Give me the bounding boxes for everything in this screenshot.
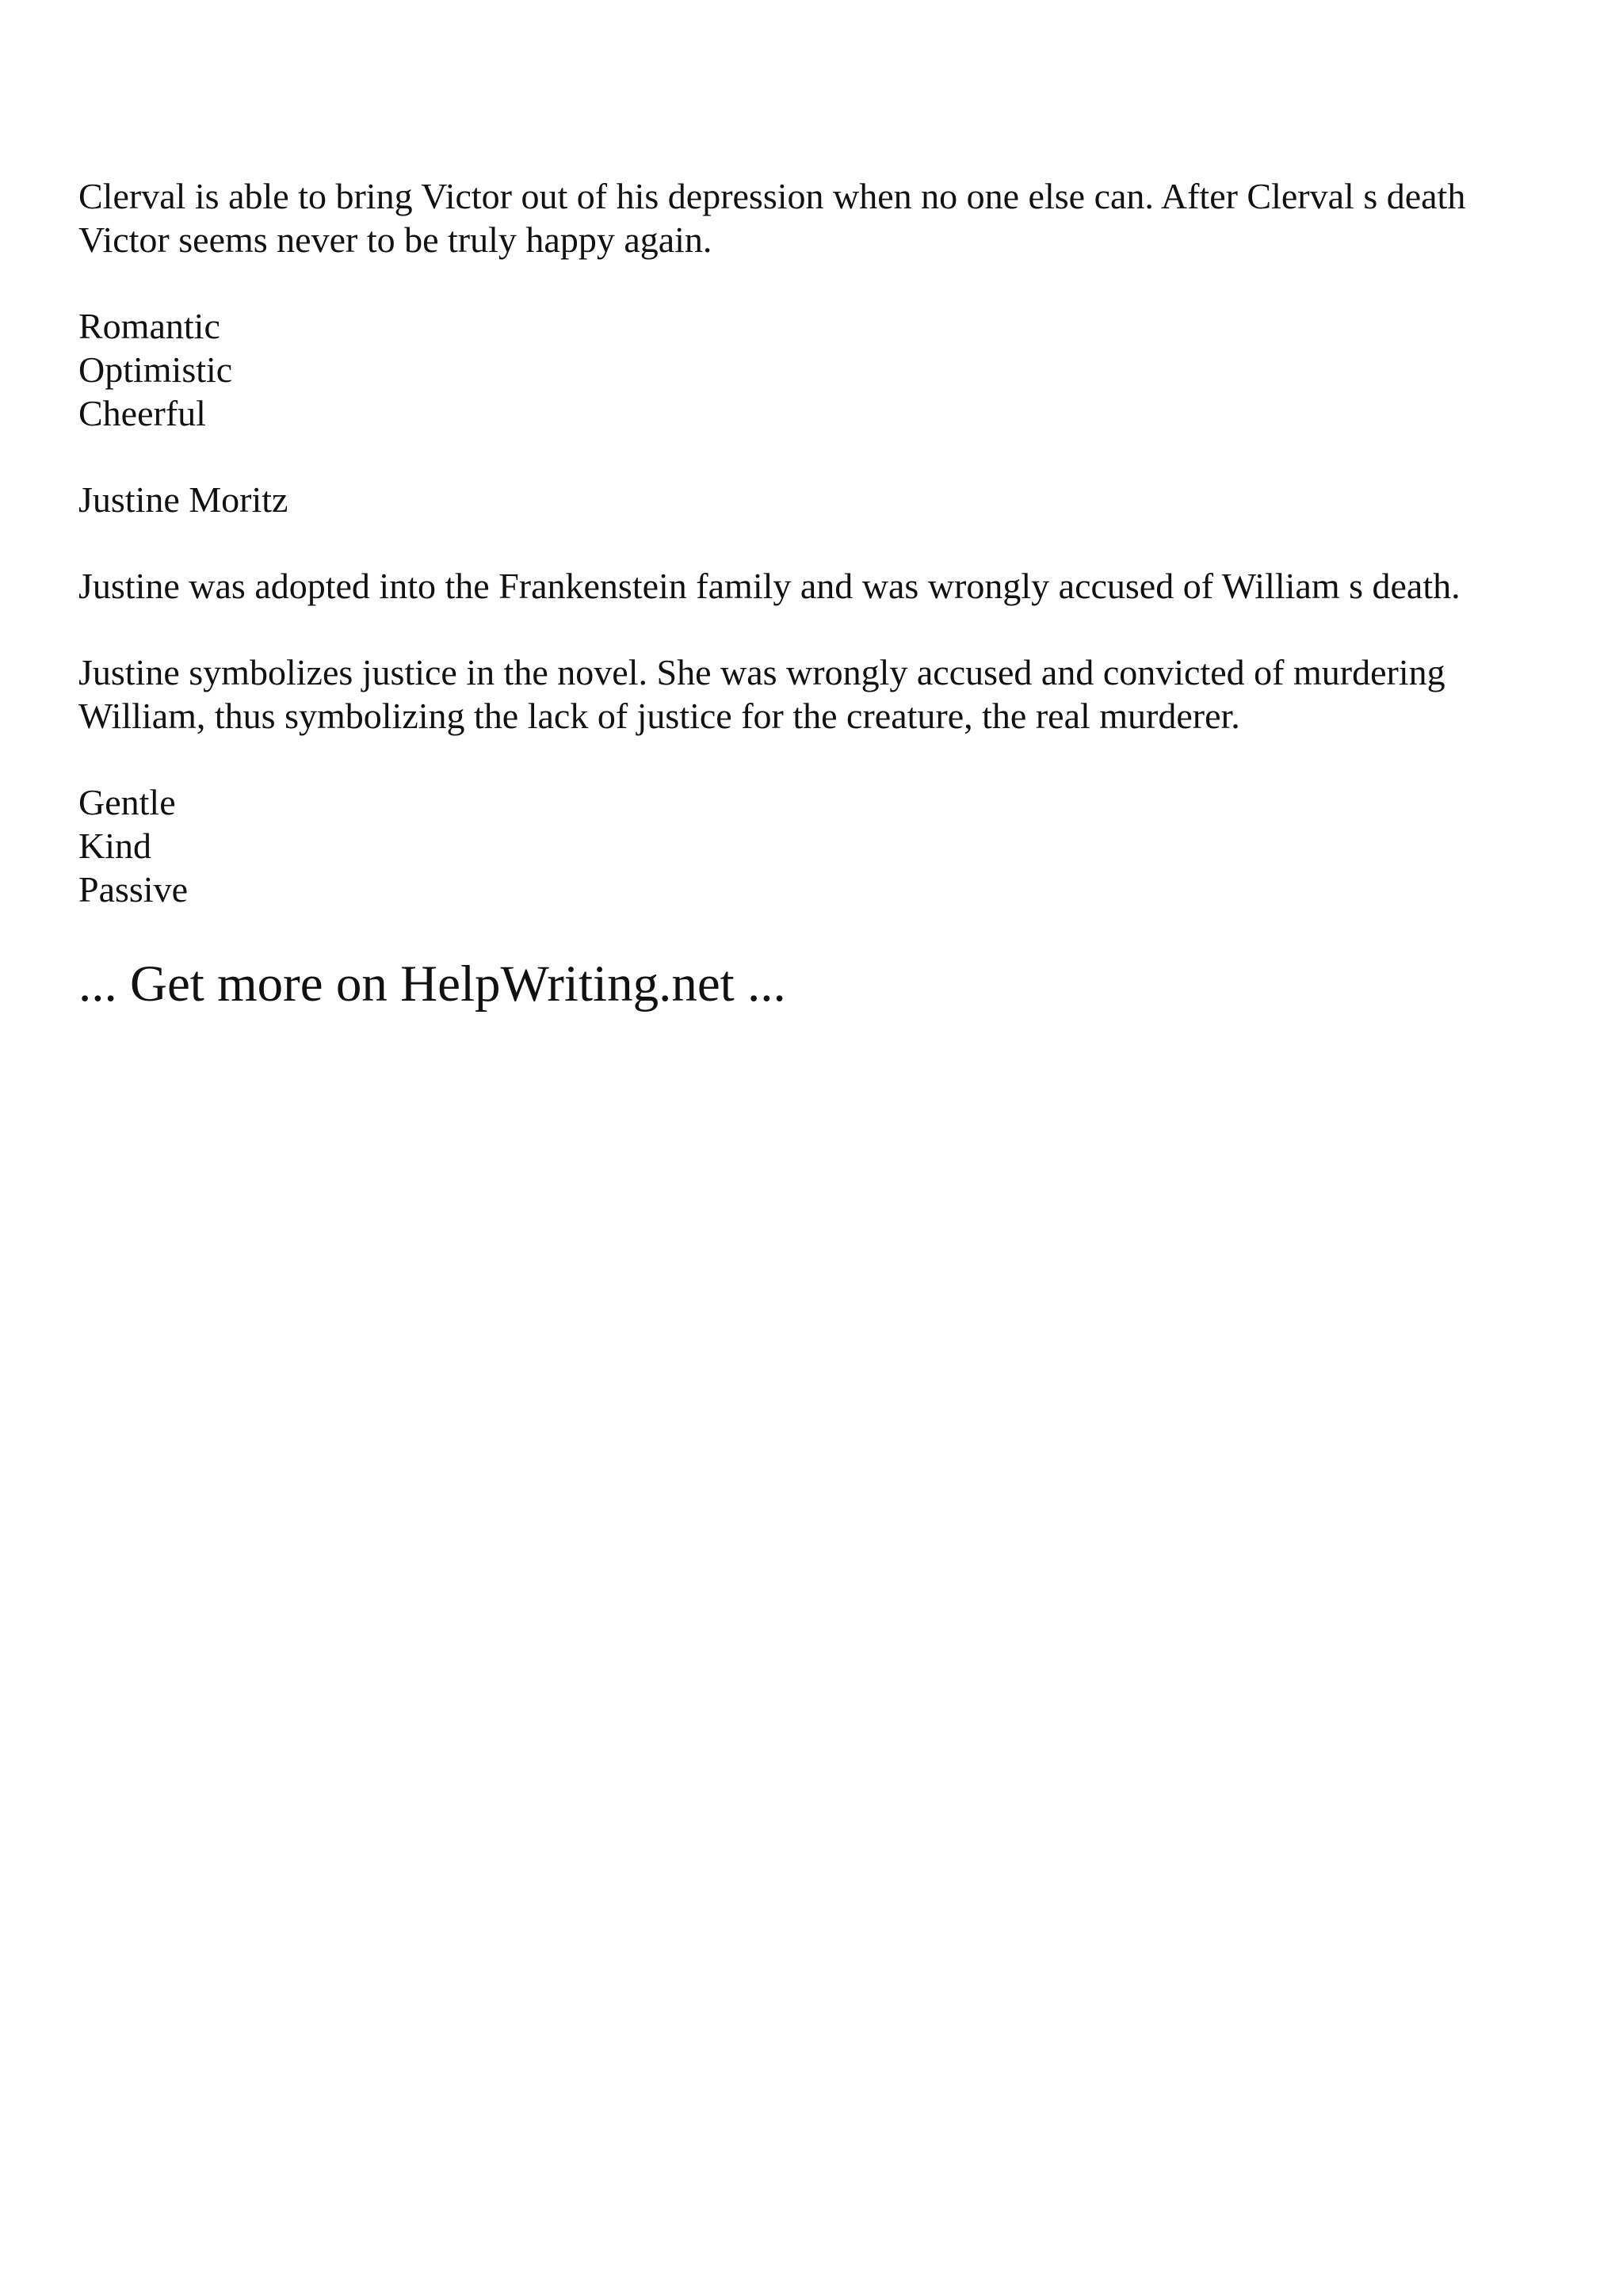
clerval-paragraph: Clerval is able to bring Victor out of his depression when no one else can. After Clerval s death Victor seems never to be truly happy again. [78,176,1466,260]
trait-cheerful: Cheerful [78,393,206,433]
helpwriting-link[interactable]: ... Get more on HelpWriting.net ... [78,955,786,1013]
trait-optimistic: Optimistic [78,349,233,390]
justine-traits-list [78,780,1545,911]
clerval-traits-list [78,304,1545,435]
trait-kind: Kind [78,826,151,866]
justine-heading: Justine Moritz [78,479,288,520]
justine-paragraph-2: Justine symbolizes justice in the novel. She was wrongly accused and convicted of murdering William, thus symbolizing the lack of justice for the creature, the real murderer. [78,652,1445,736]
trait-gentle: Gentle [78,782,176,822]
trait-romantic: Romantic [78,306,220,346]
trait-passive: Passive [78,869,188,910]
justine-paragraph-1: Justine was adopted into the Frankenstein family and was wrongly accused of William s death. [78,566,1461,606]
document-content [78,174,1545,1014]
